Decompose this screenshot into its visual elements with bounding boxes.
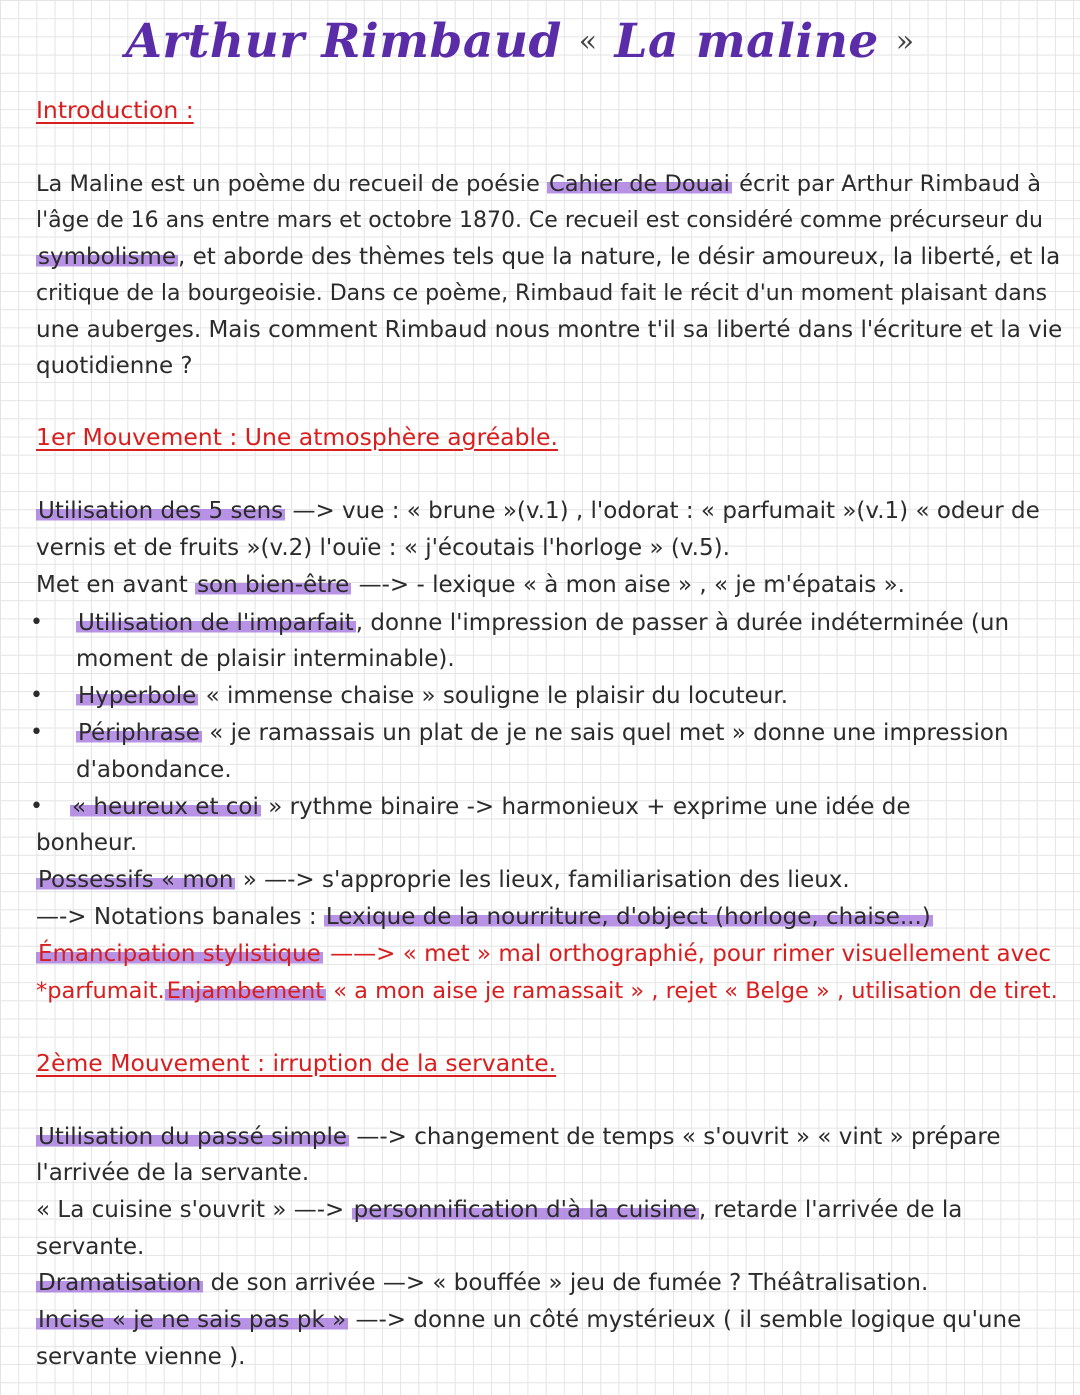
- m2-line-1: [36, 1122, 1001, 1152]
- m1-line-6: [36, 939, 1051, 969]
- m1-bullet-2: [76, 681, 788, 711]
- highlight-bien-etre: son bien-être: [197, 572, 350, 598]
- m1-bullet-1: [76, 608, 1009, 638]
- highlight-passe-simple: Utilisation du passé simple: [38, 1124, 347, 1150]
- text: « je ramassais un plat de je ne sais quel met » donne une impression: [209, 720, 1009, 746]
- page-title: [0, 14, 1040, 69]
- highlight-cahier-de-douai: Cahier de Douai: [549, 171, 730, 197]
- highlight-enjambement: Enjambement: [166, 978, 325, 1004]
- text: —-> donne un côté mystérieux ( il semble logique qu'une: [355, 1307, 1022, 1333]
- m1-bullet-1-cont: moment de plaisir interminable).: [76, 646, 455, 672]
- m2-line-3: [36, 1195, 962, 1225]
- bullet-dot: •: [30, 683, 43, 708]
- text: écrit par Arthur Rimbaud à: [739, 171, 1042, 197]
- text: » rythme binaire -> harmonieux + exprime une idée de: [268, 794, 911, 820]
- m1-bullet-4-cont: bonheur.: [36, 830, 138, 856]
- highlight-possessifs: Possessifs « mon: [38, 867, 234, 893]
- title-open-quote: «: [578, 24, 598, 59]
- text: « a mon aise je ramassait » , rejet « Belge » , utilisation de tiret.: [333, 978, 1058, 1004]
- intro-line-4: critique de la bourgeoisie. Dans ce poème, Rimbaud fait le récit d'un moment plaisant dans: [36, 281, 1048, 306]
- m1-line-2: vernis et de fruits »(v.2) l'ouïe : « j'écoutais l'horloge » (v.5).: [36, 535, 730, 561]
- m1-bullet-4: [70, 792, 910, 822]
- intro-line-5: une auberges. Mais comment Rimbaud nous montre t'il sa liberté dans l'écriture et la vie: [36, 317, 1063, 343]
- m1-heading: 1er Mouvement : Une atmosphère agréable.: [36, 423, 558, 451]
- highlight-imparfait: Utilisation de l'imparfait: [78, 610, 354, 636]
- m1-bullet-3-cont: d'abondance.: [76, 757, 232, 783]
- m1-line-5: [36, 902, 933, 932]
- text: —-> Notations banales :: [36, 904, 317, 930]
- bullet-dot: •: [30, 794, 43, 819]
- m2-heading: 2ème Mouvement : irruption de la servante.: [36, 1049, 557, 1077]
- title-close-quote: »: [895, 24, 915, 59]
- text: , donne l'impression de passer à durée indéterminée (un: [355, 610, 1010, 636]
- m1-bullet-3: [76, 718, 1009, 748]
- text: —> vue : « brune »(v.1) , l'odorat : « parfumait »(v.1) « odeur de: [292, 498, 1040, 524]
- intro-heading: Introduction :: [36, 96, 194, 124]
- m1-line-1: [36, 496, 1040, 526]
- m1-line-4: [36, 865, 850, 895]
- m2-line-4: servante.: [36, 1234, 145, 1260]
- highlight-dramatisation: Dramatisation: [38, 1270, 202, 1296]
- text: « immense chaise » souligne le plaisir du locuteur.: [205, 683, 789, 709]
- highlight-hyperbole: Hyperbole: [78, 683, 197, 709]
- title-work: La maline: [614, 14, 879, 69]
- text: —-> changement de temps « s'ouvrit » « vint » prépare: [356, 1124, 1001, 1150]
- text: de son arrivée —> « bouffée » jeu de fumée ? Théâtralisation.: [210, 1270, 929, 1296]
- text: —-> - lexique « à mon aise » , « je m'épatais ».: [358, 572, 905, 598]
- text: *parfumait.: [36, 978, 165, 1004]
- text: Met en avant: [36, 572, 188, 598]
- highlight-personnification: personnification d'à la cuisine: [353, 1197, 697, 1223]
- intro-line-6: quotidienne ?: [36, 353, 193, 379]
- text: , retarde l'arrivée de la: [698, 1197, 963, 1223]
- intro-line-2: l'âge de 16 ans entre mars et octobre 1870. Ce recueil est considéré comme précurseur du: [36, 208, 1043, 233]
- highlight-lexique-nourriture: Lexique de la nourriture, d'object (horloge, chaise...): [325, 904, 931, 930]
- m1-line-7: [36, 976, 1058, 1006]
- highlight-periphrase: Périphrase: [78, 720, 200, 746]
- highlight-emancipation: Émancipation stylistique: [38, 941, 321, 967]
- highlight-incise: Incise « je ne sais pas pk »: [38, 1307, 347, 1333]
- intro-line-1: [36, 169, 1041, 199]
- bullet-dot: •: [30, 610, 43, 635]
- text: « La cuisine s'ouvrit » —->: [36, 1197, 345, 1223]
- text: » —-> s'approprie les lieux, familiarisation des lieux.: [242, 867, 850, 893]
- title-author: Arthur Rimbaud: [125, 14, 562, 69]
- highlight-heureux-et-coi: « heureux et coi: [72, 794, 259, 820]
- highlight-5-sens: Utilisation des 5 sens: [38, 498, 284, 524]
- text: ——> « met » mal orthographié, pour rimer visuellement avec: [330, 941, 1052, 967]
- m2-line-7: servante vienne ).: [36, 1344, 246, 1370]
- m1-line-3: [36, 570, 905, 600]
- text: , et aborde des thèmes tels que la nature, le désir amoureux, la liberté, et la: [178, 244, 1061, 270]
- m2-line-2: l'arrivée de la servante.: [36, 1160, 310, 1186]
- m2-line-5: [36, 1268, 928, 1298]
- text: La Maline est un poème du recueil de poésie: [36, 171, 540, 197]
- m2-line-6: [36, 1305, 1021, 1335]
- highlight-symbolisme: symbolisme: [38, 244, 176, 270]
- bullet-dot: •: [30, 720, 43, 745]
- intro-line-3: [36, 242, 1060, 272]
